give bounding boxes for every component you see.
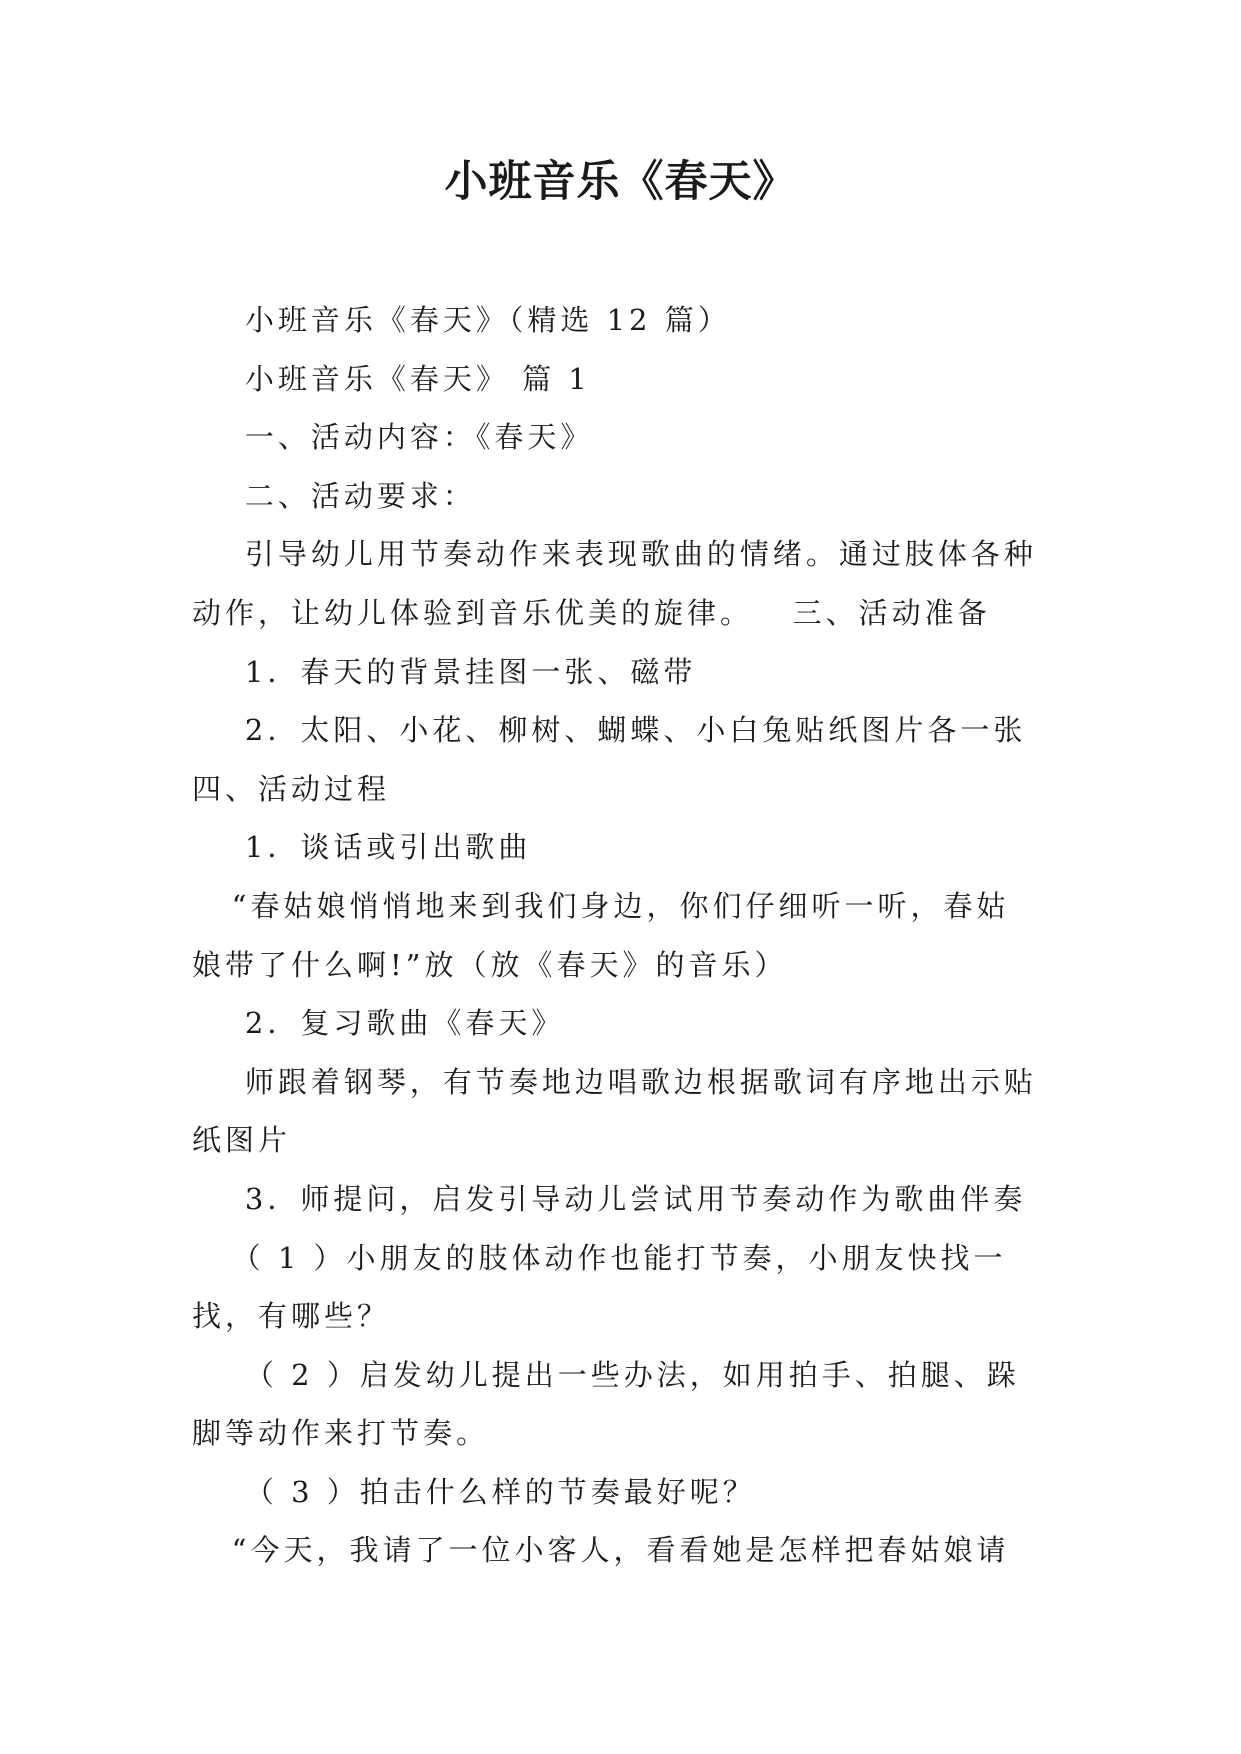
text-line: 3．师提问，启发引导动儿尝试用节奏动作为歌曲伴奏 <box>192 1181 1027 1216</box>
text-line: 一、活动内容：《春天》 <box>192 420 594 455</box>
text-line: 师跟着钢琴，有节奏地边唱歌边根据歌词有序地出示贴 <box>192 1064 1037 1099</box>
text-line: （ 3 ）拍击什么样的节奏最好呢？ <box>192 1474 756 1509</box>
text-line: 动作，让幼儿体验到音乐优美的旋律。 三、活动准备 <box>192 595 991 630</box>
text-line: 1．春天的背景挂图一张、磁带 <box>192 654 697 689</box>
text-line: “春姑娘悄悄地来到我们身边，你们仔细听一听，春姑 <box>192 888 1010 923</box>
text-line: “今天，我请了一位小客人，看看她是怎样把春姑娘请 <box>192 1533 1010 1568</box>
text-line: 引导幼儿用节奏动作来表现歌曲的情绪。通过肢体各种 <box>192 537 1037 572</box>
text-line: （ 1 ）小朋友的肢体动作也能打节奏，小朋友快找一 <box>192 1240 1007 1275</box>
text-line: （ 2 ）启发幼儿提出一些办法，如用拍手、拍腿、跺 <box>192 1357 1020 1392</box>
text-line: 找，有哪些？ <box>192 1299 391 1334</box>
text-line: 二、活动要求： <box>192 478 476 513</box>
text-line: 1．谈话或引出歌曲 <box>192 830 532 865</box>
document-title: 小班音乐《春天》 <box>444 157 797 207</box>
text-line: 小班音乐《春天》（精选 12 篇） <box>192 303 731 337</box>
text-line: 2．太阳、小花、柳树、蝴蝶、小白兔贴纸图片各一张 <box>192 713 1027 748</box>
text-line: 纸图片 <box>192 1123 292 1158</box>
text-line: 娘带了什么啊!”放（放《春天》的音乐） <box>192 947 788 982</box>
text-line: 脚等动作来打节奏。 <box>192 1416 490 1451</box>
text-line: 四、活动过程 <box>192 771 391 806</box>
text-line: 2．复习歌曲《春天》 <box>192 1006 565 1041</box>
text-line: 小班音乐《春天》 篇 1 <box>192 361 591 396</box>
document-body <box>192 291 1050 1580</box>
